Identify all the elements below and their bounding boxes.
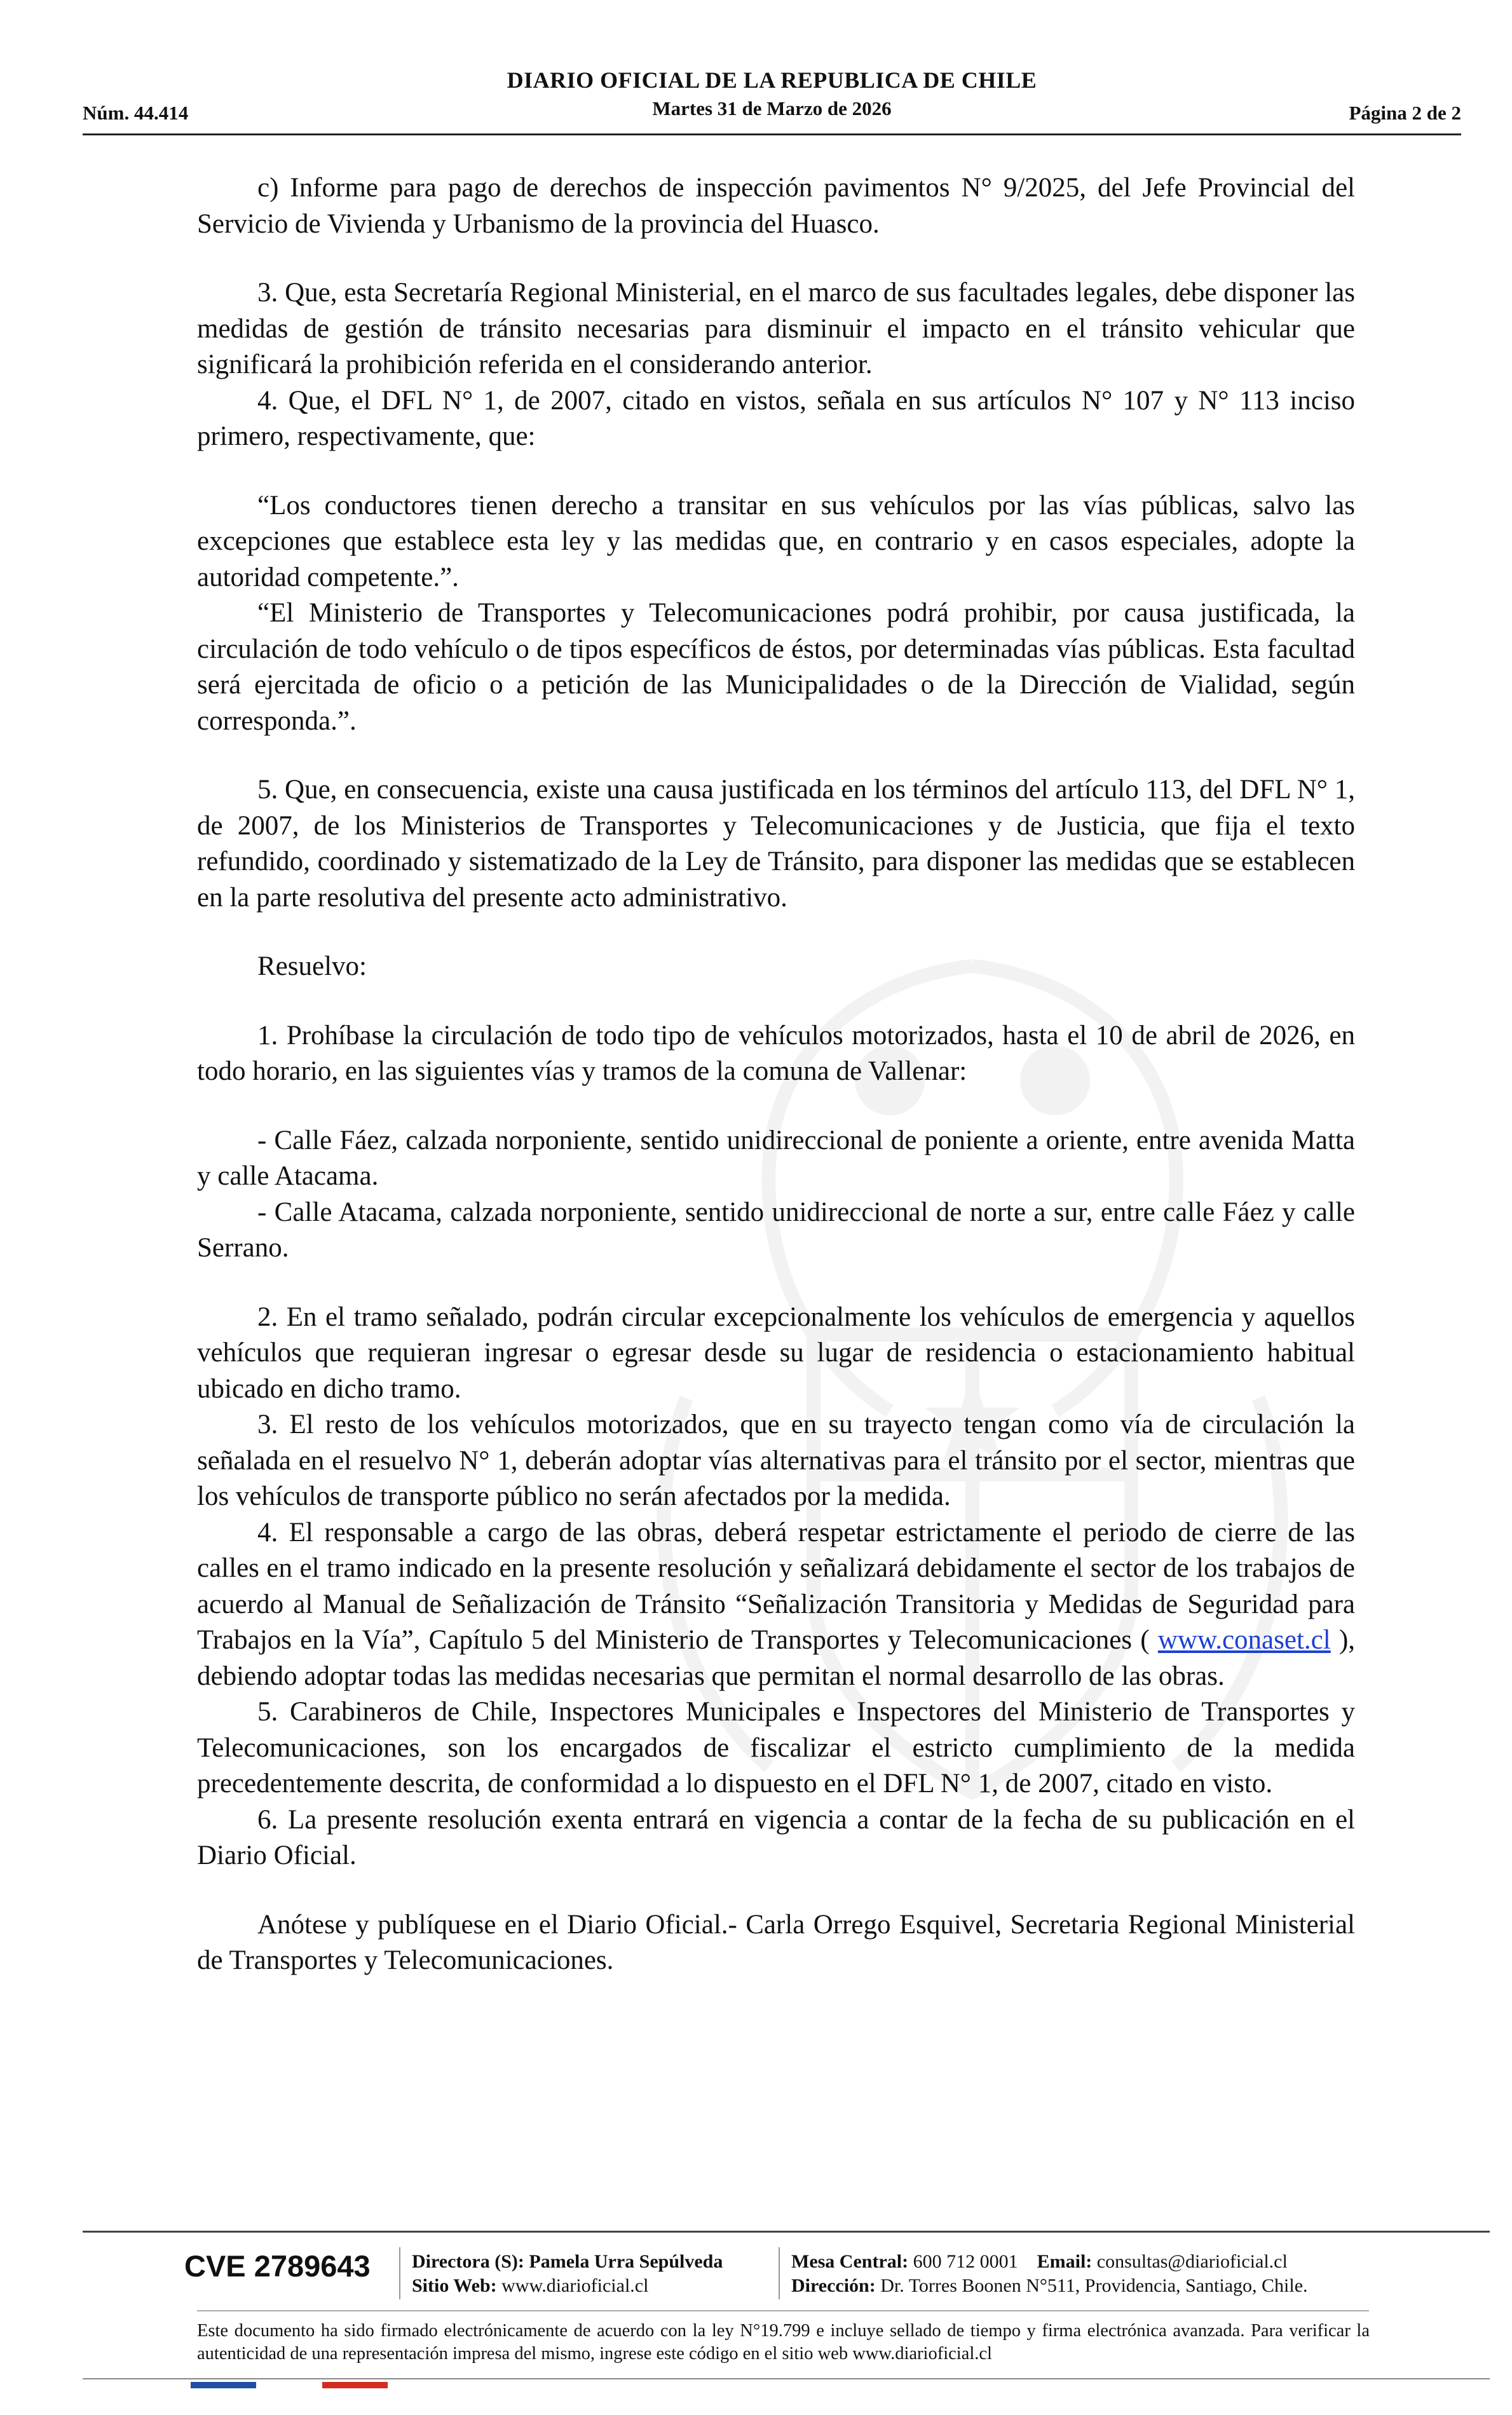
footer-separator (399, 2247, 400, 2299)
resolution-item: 6. La presente resolución exenta entrará en vigencia a contar de la fecha de su publicación en el Diario Oficial. (197, 1804, 1355, 1870)
document-body (197, 170, 1355, 1979)
street-item: - Calle Fáez, calzada norponiente, sentido unidireccional de poniente a oriente, entre avenida Matta y calle Atacama. (197, 1125, 1355, 1191)
resolution-heading: Resuelvo: (257, 951, 367, 981)
direccion-label: Dirección: (791, 2275, 876, 2296)
page-header (83, 67, 1461, 137)
paragraph-text: 4. El responsable a cargo de las obras, deberá respetar estrictamente el periodo de cierre de las calles en el tramo indicado en la presente resolución y señalizará debidamente el sector de los trabajos de acuerdo al Manual de Señalización de Tránsito “Señalización Transitoria y Medidas de Seguridad para Trabajos en la Vía”, Capítulo 5 del Ministerio de Transportes y Telecomunicaciones ( (197, 1517, 1355, 1655)
footer-separator (779, 2247, 780, 2299)
flag-blue (191, 2382, 256, 2388)
flag-white (256, 2382, 322, 2388)
directora-value: Pamela Urra Sepúlveda (529, 2251, 723, 2272)
footer-divider (83, 2231, 1490, 2233)
mesa-label: Mesa Central: (791, 2251, 909, 2272)
resolution-item: 5. Carabineros de Chile, Inspectores Municipales e Inspectores del Ministerio de Transportes y Telecomunicaciones, son los encargados de fiscalizar el estricto cumplimiento de la medida precedentemente descrita, de conformidad a lo dispuesto en el DFL N° 1, de 2007, citado en visto. (197, 1697, 1355, 1799)
street-item: - Calle Atacama, calzada norponiente, sentido unidireccional de norte a sur, entre calle Fáez y calle Serrano. (197, 1197, 1355, 1263)
quote-paragraph: “El Ministerio de Transportes y Telecomunicaciones podrá prohibir, por causa justificada, la circulación de todo vehículo o de tipos específicos de éstos, por determinadas vías públicas. Esta facultad será ejercitada de oficio o a petición de las Municipalidades o de la Dirección de Vialidad, según corresponda.”. (197, 598, 1355, 736)
publication-title: DIARIO OFICIAL DE LA REPUBLICA DE CHILE (507, 67, 1037, 93)
signature-notice: Este documento ha sido firmado electrónicamente de acuerdo con la ley N°19.799 e incluye sellado de tiempo y firma electrónica avanzada. Para verificar la autenticidad de una representación impresa del mismo, ingrese este código en el sitio web www.diarioficial.cl (197, 2321, 1370, 2364)
paragraph: 4. Que, el DFL N° 1, de 2007, citado en vistos, señala en sus artículos N° 107 y N° 113 inciso primero, respectivamente, que: (197, 385, 1355, 451)
issue-number: Núm. 44.414 (83, 102, 189, 124)
cve-code: CVE 2789643 (184, 2249, 371, 2283)
footer-divider (83, 2378, 1490, 2379)
resolution-item: 1. Prohíbase la circulación de todo tipo de vehículos motorizados, hasta el 10 de abril de 2026, en todo horario, en las siguientes vías y tramos de la comuna de Vallenar: (197, 1020, 1355, 1086)
paragraph-text: ), debiendo adoptar todas las medidas necesarias que permitan el normal desarrollo de las obras. (197, 1625, 1356, 1691)
footer-contact-block (791, 2250, 1308, 2298)
flag-stripe (191, 2382, 388, 2388)
mesa-value: 600 712 0001 (913, 2251, 1018, 2272)
quote-paragraph: “Los conductores tienen derecho a transitar en sus vehículos por las vías públicas, salvo las excepciones que establece esta ley y las medidas que, en contrario y en casos especiales, adopte la autoridad competente.”. (197, 490, 1355, 592)
resolution-item: 2. En el tramo señalado, podrán circular excepcionalmente los vehículos de emergencia y aquellos vehículos que requieran ingresar o egresar desde su lugar de residencia o estacionamiento habitual ubicado en dicho tramo. (197, 1302, 1355, 1404)
conaset-link[interactable]: www.conaset.cl (1157, 1625, 1331, 1655)
resolution-item: 3. El resto de los vehículos motorizados, que en su trayecto tengan como vía de circulación la señalada en el resuelvo N° 1, deberán adoptar vías alternativas para el tránsito por el sector, mientras que los vehículos de transporte público no serán afectados por la medida. (197, 1410, 1355, 1511)
resolution-item (197, 1515, 1355, 1695)
closing-paragraph: Anótese y publíquese en el Diario Oficial.- Carla Orrego Esquivel, Secretaria Regional Ministerial de Transportes y Telecomunicaciones. (197, 1909, 1355, 1975)
direccion-value: Dr. Torres Boonen N°511, Providencia, Santiago, Chile. (880, 2275, 1308, 2296)
email-value: consultas@diarioficial.cl (1096, 2251, 1288, 2272)
flag-red (322, 2382, 388, 2388)
paragraph: c) Informe para pago de derechos de inspección pavimentos N° 9/2025, del Jefe Provincial del Servicio de Vivienda y Urbanismo de la provincia del Huasco. (197, 173, 1355, 239)
footer-directora-block (412, 2250, 723, 2298)
sitio-value: www.diarioficial.cl (501, 2275, 649, 2296)
directora-label: Directora (S): (412, 2251, 524, 2272)
header-divider (83, 133, 1461, 135)
paragraph: 3. Que, esta Secretaría Regional Ministerial, en el marco de sus facultades legales, debe disponer las medidas de gestión de tránsito necesarias para disminuir el impacto en el tránsito vehicular que significará la prohibición referida en el considerando anterior. (197, 278, 1355, 379)
paragraph: 5. Que, en consecuencia, existe una causa justificada en los términos del artículo 113, del DFL N° 1, de 2007, de los Ministerios de Transportes y Telecomunicaciones y de Justicia, que fija el texto refundido, coordinado y sistematizado de la Ley de Tránsito, para disponer las medidas que se establecen en la parte resolutiva del presente acto administrativo. (197, 775, 1355, 913)
email-label: Email: (1037, 2251, 1093, 2272)
footer-divider (197, 2310, 1369, 2311)
publication-date: Martes 31 de Marzo de 2026 (652, 97, 892, 119)
sitio-label: Sitio Web: (412, 2275, 497, 2296)
page-indicator: Página 2 de 2 (1349, 102, 1461, 124)
